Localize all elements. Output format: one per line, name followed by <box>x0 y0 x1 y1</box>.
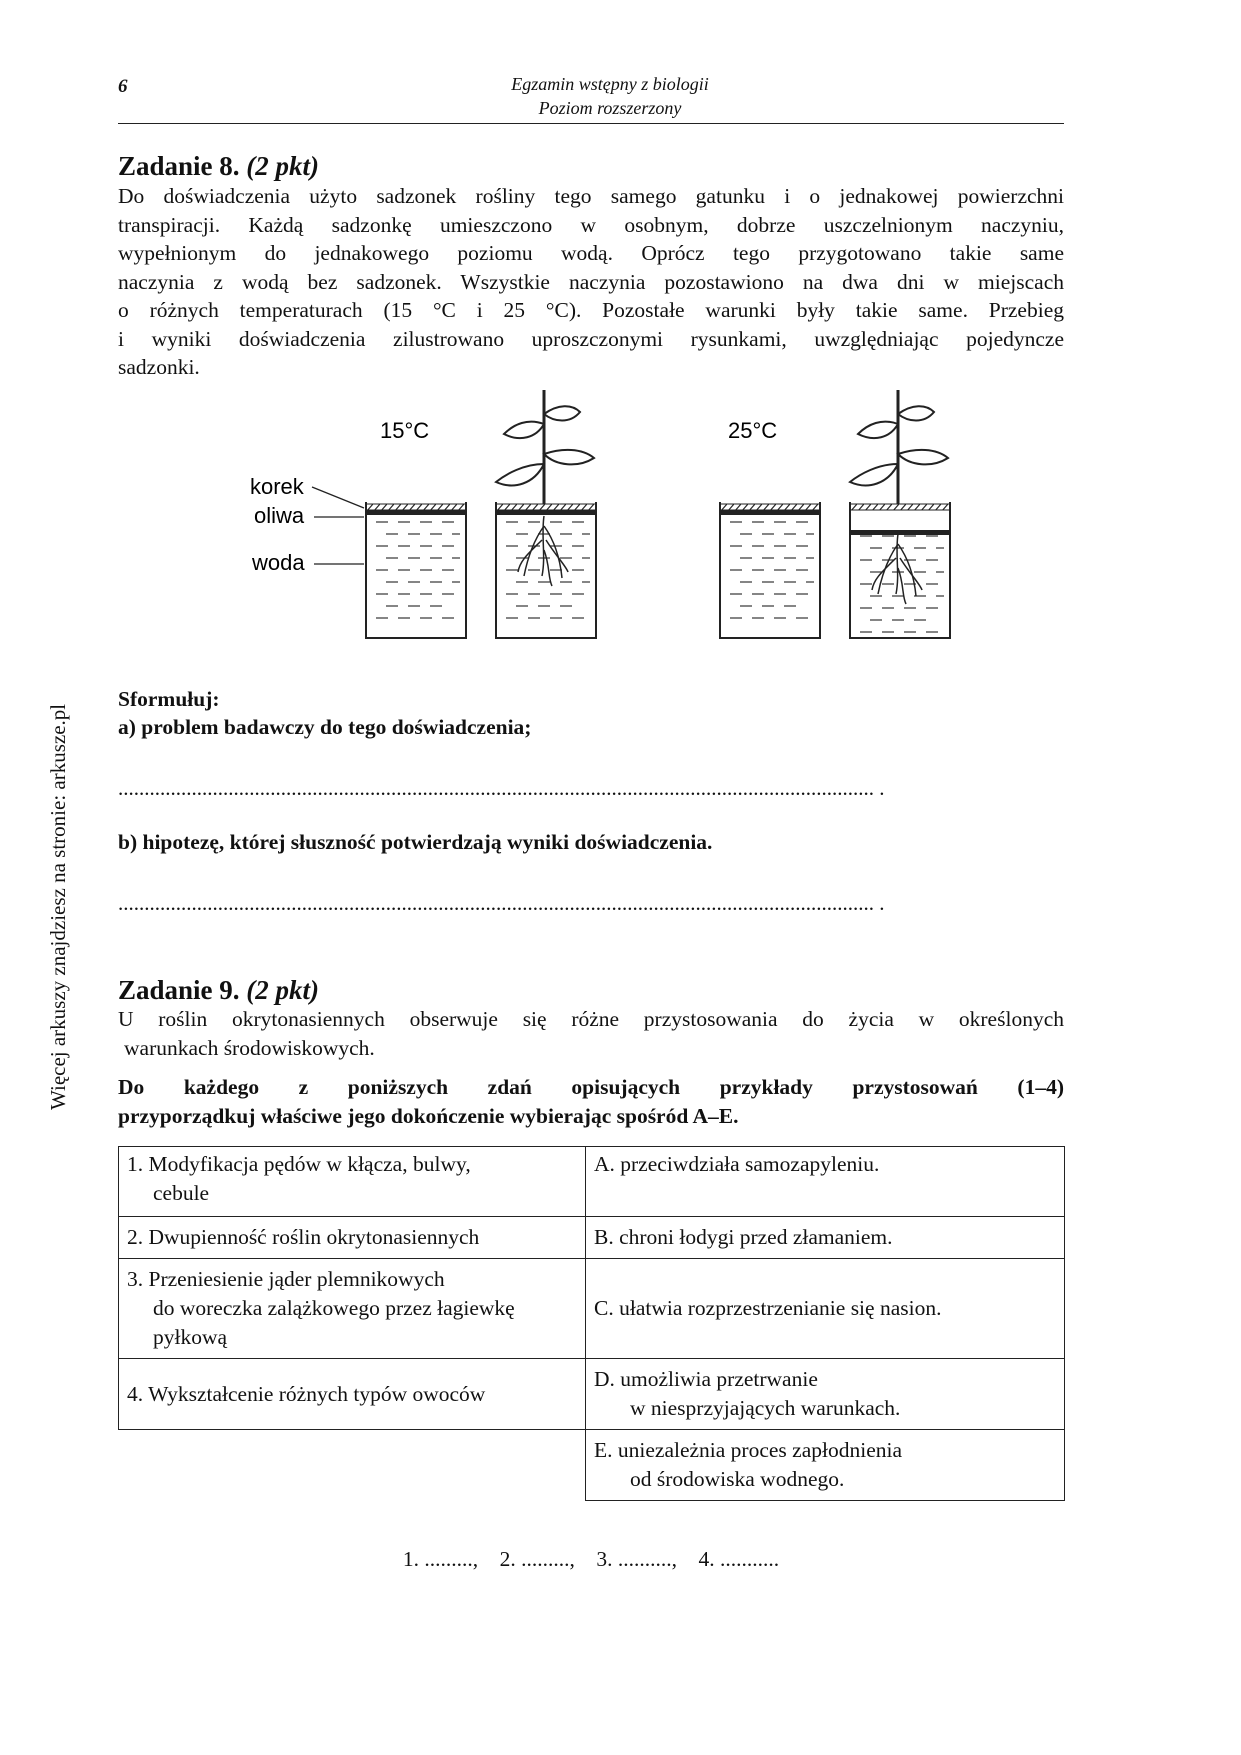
task9-title <box>118 975 319 1006</box>
right-item-b <box>586 1217 1065 1259</box>
left-item-2 <box>119 1217 586 1259</box>
label-woda: woda <box>252 550 305 575</box>
header-rule <box>118 123 1064 124</box>
task8-part-b: b) hipotezę, której słuszność potwierdzają wyniki doświadczenia. <box>118 830 713 854</box>
left-item-text: 4. Wykształcenie różnych typów owoców <box>127 1381 486 1406</box>
task9-answer-slots[interactable]: 1. ........., 2. ........., 3. .........., 4. ........... <box>402 1547 780 1571</box>
task8-title <box>118 151 319 182</box>
side-watermark-text: Więcej arkuszy znajdziesz na stronie: arkusze.pl <box>46 703 70 1110</box>
task8-line: transpiracji. Każdą sadzonkę umieszczono w osobnym, dobrze uszczelnionym naczyniu, <box>118 212 1064 237</box>
task8-part-a: a) problem badawczy do tego doświadczenia; <box>118 715 532 739</box>
task8-line: wypełnionym do jednakowego poziomu wodą. Oprócz tego przygotowano takie same <box>118 241 1064 265</box>
left-item-text: 1. Modyfikacja pędów w kłącza, bulwy, <box>127 1152 471 1176</box>
right-item-d <box>586 1359 1065 1430</box>
task9-intro <box>118 1005 1064 1062</box>
experiment-figure <box>230 390 990 650</box>
task9-title-label: Zadanie 9. <box>118 975 240 1005</box>
task8-answer-a-line[interactable]: ................................................................................................................................................ . <box>118 776 885 800</box>
table-row <box>119 1147 1065 1217</box>
right-item-text: D. umożliwia przetrwanie <box>594 1367 818 1391</box>
right-item-a <box>586 1147 1065 1217</box>
left-item-cont: cebule <box>153 1181 210 1205</box>
exam-level: Poziom rozszerzony <box>538 98 682 118</box>
label-oliwa: oliwa <box>254 503 305 528</box>
exam-title: Egzamin wstępny z biologii <box>511 74 709 94</box>
right-item-e <box>586 1430 1065 1501</box>
right-item-text: B. chroni łodygi przed złamaniem. <box>594 1225 893 1249</box>
right-item-cont: w niesprzyjających warunkach. <box>630 1396 901 1420</box>
task9-instruction-line: Do każdego z poniższych zdań opisujących przykłady przystosowań (1–4) <box>118 1075 1064 1099</box>
right-item-c <box>586 1259 1065 1359</box>
temp-label-25: 25°C <box>728 418 778 443</box>
right-item-text: C. ułatwia rozprzestrzenianie się nasion. <box>594 1296 942 1320</box>
task8-line: Do doświadczenia użyto sadzonek rośliny tego samego gatunku i o jednakowej powierzchni <box>118 184 1064 208</box>
right-item-text: E. uniezależnia proces zapłodnienia <box>594 1438 903 1462</box>
task8-line: i wyniki doświadczenia zilustrowano uproszczonymi rysunkami, uwzględniając pojedyncze <box>118 326 1064 351</box>
task8-points: (2 pkt) <box>246 151 320 181</box>
left-item-empty <box>119 1430 586 1501</box>
task8-title-label: Zadanie 8. <box>118 151 240 181</box>
left-item-3 <box>119 1259 586 1359</box>
task8-line: sadzonki. <box>118 355 200 379</box>
right-item-cont: od środowiska wodnego. <box>630 1467 845 1491</box>
table-row <box>119 1217 1065 1259</box>
vessel-25c-plant <box>850 390 950 638</box>
table-row <box>119 1430 1065 1501</box>
table-row <box>119 1259 1065 1359</box>
left-item-cont: pyłkową <box>153 1325 228 1349</box>
task9-instruction <box>118 1073 1064 1130</box>
left-item-text: 3. Przeniesienie jąder plemnikowych <box>127 1267 445 1291</box>
vessel-15c-control <box>366 502 466 638</box>
left-item-text: 2. Dwupienność roślin okrytonasiennych <box>127 1225 480 1249</box>
task8-line: o różnych temperaturach (15 °C i 25 °C). Pozostałe warunki były takie same. Przebieg <box>118 298 1064 322</box>
task9-instruction-line: przyporządkuj właściwe jego dokończenie wybierając spośród A–E. <box>118 1103 739 1128</box>
left-item-4 <box>119 1359 586 1430</box>
task8-line: naczynia z wodą bez sadzonek. Wszystkie naczynia pozostawiono na dwa dni w miejscach <box>118 269 1064 294</box>
left-item-cont: do woreczka zalążkowego przez łagiewkę <box>153 1296 515 1320</box>
task8-instruction: Sformułuj: <box>118 687 220 711</box>
task9-points: (2 pkt) <box>246 975 320 1005</box>
task9-intro-line: warunkach środowiskowych. <box>124 1035 375 1060</box>
task8-description <box>118 182 1064 382</box>
matching-table <box>118 1146 1065 1501</box>
right-item-text: A. przeciwdziała samozapyleniu. <box>594 1152 880 1176</box>
table-row <box>119 1359 1065 1430</box>
task9-intro-line: U roślin okrytonasiennych obserwuje się różne przystosowania do życia w określonych <box>118 1007 1064 1031</box>
vessel-15c-plant <box>496 390 596 638</box>
left-item-1 <box>119 1147 586 1217</box>
page-number: 6 <box>118 76 128 97</box>
task8-answer-b-line[interactable]: ................................................................................................................................................ . <box>118 891 885 915</box>
temp-label-15: 15°C <box>380 418 430 443</box>
label-korek: korek <box>250 474 304 499</box>
vessel-25c-control <box>720 502 820 638</box>
